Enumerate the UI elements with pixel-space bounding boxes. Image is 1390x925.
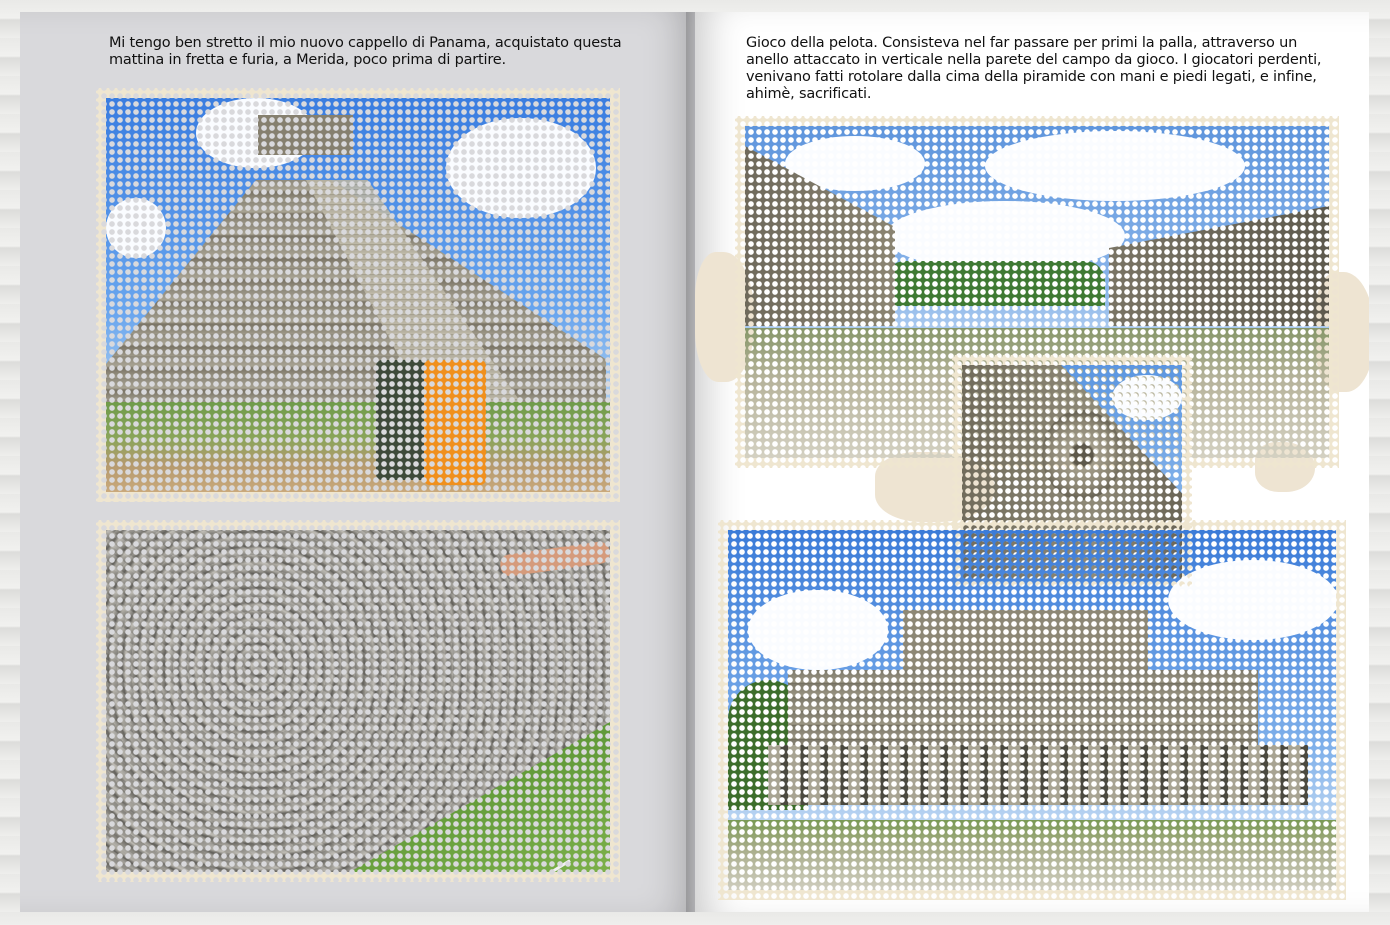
photo-carving [106, 530, 610, 872]
photo-pyramid [106, 98, 610, 492]
left-page [20, 12, 695, 912]
photo-pyramid-stamp [96, 88, 620, 502]
left-page-caption: Mi tengo ben stretto il mio nuovo cappello di Panama, acquistato questa mattina in fretta e furia, a Merida, poco prima di partire. [109, 35, 622, 68]
right-page-caption: Gioco della pelota. Consisteva nel far passare per primi la palla, attraverso un anello attaccato in verticale nella parete del campo da gioco. I giocatori perdenti, venivano fatti rotolare dalla cima della piramide con mani e piedi legati, e infine, ahimè, sacrificati. [746, 35, 1322, 102]
photo-temple-stamp [718, 520, 1346, 900]
right-page [695, 12, 1369, 912]
photo-carving-stamp [96, 520, 620, 882]
photo-temple-of-warriors [728, 530, 1336, 890]
